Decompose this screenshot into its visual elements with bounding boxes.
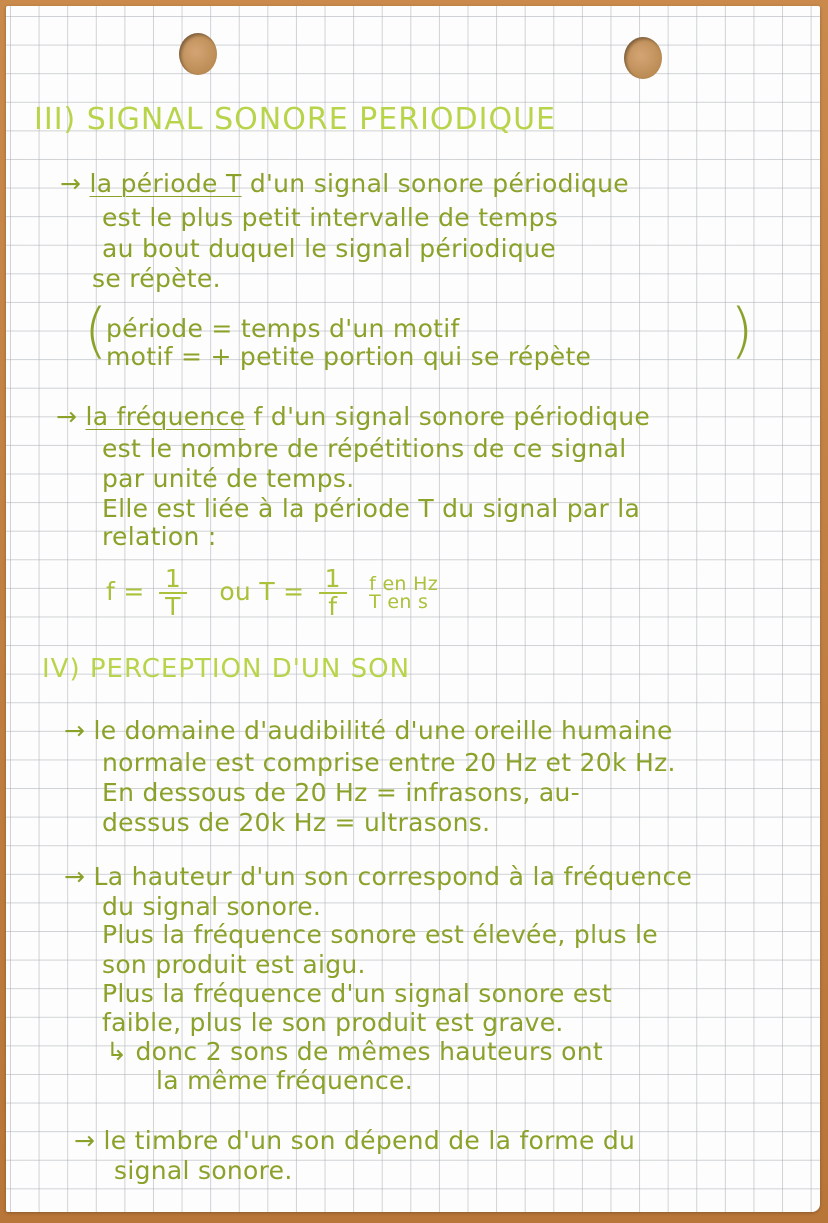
periode-text: d'un signal sonore périodique (249, 169, 629, 198)
frequence-line-5: relation : (102, 522, 217, 551)
note-line-1: période = temps d'un motif (106, 314, 460, 343)
hauteur-line-1: → La hauteur d'un son correspond à la fréquence (64, 862, 693, 891)
audibilite-line-3: En dessous de 20 Hz = infrasons, au- (102, 778, 580, 807)
fraction-numerator: 1 (319, 566, 347, 594)
periode-line-4: se répète. (92, 264, 221, 293)
timbre-line-2: signal sonore. (114, 1156, 293, 1185)
arrow-icon: → (56, 402, 78, 431)
unit-f: f en Hz (369, 573, 438, 595)
periode-line-2: est le plus petit intervalle de temps (102, 203, 559, 232)
formula-f-lhs: f = (106, 577, 145, 606)
unit-t: T en s (369, 591, 429, 613)
frequence-line-3: par unité de temps. (102, 464, 355, 493)
frequence-term: la fréquence (85, 402, 246, 431)
close-parenthesis: ) (730, 296, 754, 366)
fraction-numerator: 1 (159, 566, 187, 594)
binder-hole-left (179, 33, 217, 75)
fraction-denominator: T (165, 592, 181, 621)
hauteur-line-2: du signal sonore. (102, 892, 322, 921)
audibilite-line-4: dessus de 20k Hz = ultrasons. (102, 808, 491, 837)
frequency-formula (106, 566, 438, 620)
section-4-title: IV) PERCEPTION D'UN SON (42, 654, 411, 684)
formula-or-T: ou T = (219, 577, 305, 606)
formula-units (369, 575, 438, 611)
periode-term: la période T (89, 169, 242, 198)
periode-line-3: au bout duquel le signal périodique (102, 234, 556, 263)
section-3-title: III) SIGNAL SONORE PERIODIQUE (34, 102, 557, 137)
hauteur-line-6: faible, plus le son produit est grave. (102, 1008, 564, 1037)
hauteur-line-5: Plus la fréquence d'un signal sonore est (102, 979, 612, 1008)
arrow-icon: → (60, 169, 82, 198)
fraction-1-over-T (159, 566, 187, 620)
frequence-line-1 (56, 402, 650, 431)
note-line-2: motif = + petite portion qui se répète (106, 342, 592, 371)
hauteur-line-8: la même fréquence. (156, 1066, 413, 1095)
audibilite-line-2: normale est comprise entre 20 Hz et 20k Hz. (102, 748, 676, 777)
open-parenthesis: ( (84, 296, 108, 366)
frequence-text: f d'un signal sonore périodique (253, 402, 651, 431)
grid-paper-sheet (6, 6, 820, 1212)
fraction-denominator: f (328, 592, 338, 621)
periode-line-1 (60, 169, 629, 198)
audibilite-line-1: → le domaine d'audibilité d'une oreille humaine (64, 716, 673, 745)
hauteur-line-7: ↳ donc 2 sons de mêmes hauteurs ont (106, 1037, 603, 1066)
frequence-line-4: Elle est liée à la période T du signal par la (102, 494, 641, 523)
binder-hole-right (624, 37, 662, 79)
frequence-line-2: est le nombre de répétitions de ce signal (102, 434, 627, 463)
hauteur-line-4: son produit est aigu. (102, 950, 366, 979)
timbre-line-1: → le timbre d'un son dépend de la forme du (74, 1126, 636, 1155)
hauteur-line-3: Plus la fréquence sonore est élevée, plus le (102, 920, 658, 949)
fraction-1-over-f (319, 566, 347, 620)
